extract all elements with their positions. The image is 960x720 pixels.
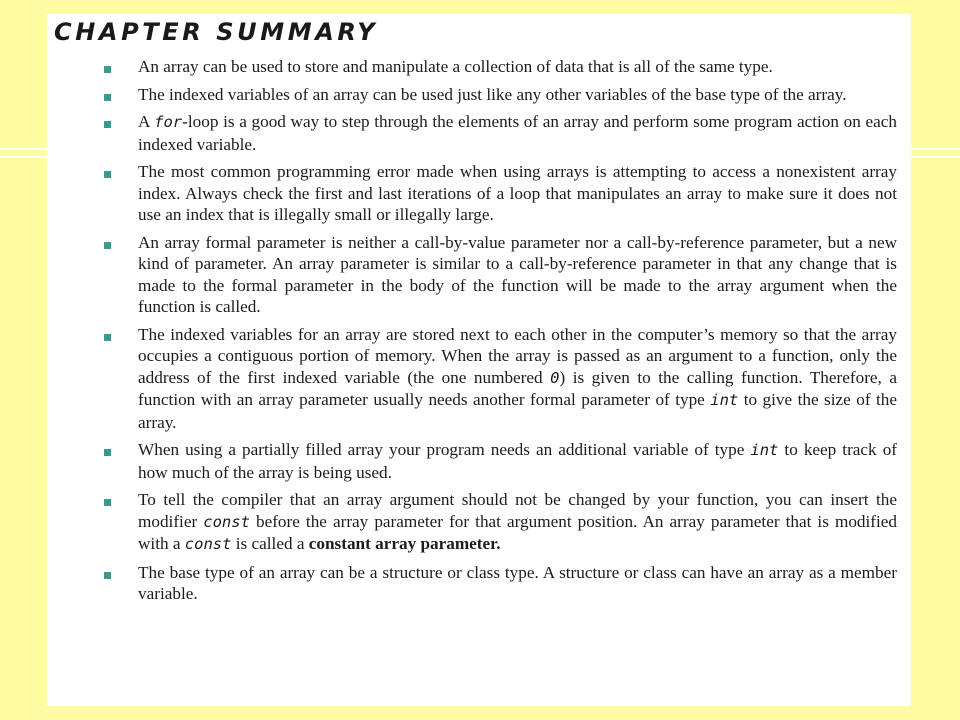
summary-item: [54, 562, 897, 605]
code-term: const: [184, 535, 232, 553]
summary-item-text: An array can be used to store and manipulate a collection of data that is all of the same type.: [138, 57, 773, 76]
summary-item-text: To tell the compiler that an array argument should not be changed by your function, you can insert the modifier const before the array parameter for that argument position. An array parameter that is modified with a const is called a constant array parameter.: [138, 490, 898, 553]
decorative-line-left-2: [0, 156, 47, 158]
code-term: int: [710, 391, 739, 409]
summary-item: [54, 232, 897, 318]
summary-item-text: The most common programming error made when using arrays is attempting to access a nonexistent array index. Always check the first and last iterations of a loop that manipulates an array to make sure it does not use an index that is illegally small or illegally large.: [138, 162, 897, 224]
summary-item-text: A for-loop is a good way to step through the elements of an array and perform some program action on each indexed variable.: [138, 112, 898, 154]
summary-item: [54, 161, 897, 226]
code-term: int: [750, 441, 779, 459]
summary-item: [54, 439, 897, 483]
code-term: 0: [550, 368, 560, 387]
decorative-line-right-1: [911, 148, 960, 150]
square-bullet-icon: [104, 449, 111, 456]
summary-item-text: The indexed variables for an array are stored next to each other in the computer’s memory so that the array occupies a contiguous portion of memory. When the array is passed as an argument to a function, only the address of the first indexed variable (the one numbered 0) is given to the calling function. Therefore, a function with an array parameter usually needs another formal parameter of type int to give the size of the array.: [138, 324, 897, 432]
square-bullet-icon: [104, 94, 111, 101]
summary-list: [54, 56, 897, 605]
key-term: constant array parameter.: [308, 534, 501, 553]
summary-item: [54, 324, 897, 434]
summary-item: [54, 84, 897, 106]
code-term: for: [154, 113, 183, 131]
chapter-summary-heading: CHAPTER SUMMARY: [54, 18, 379, 46]
summary-item: [54, 489, 897, 556]
summary-panel: [47, 14, 911, 706]
summary-item-text: The base type of an array can be a structure or class type. A structure or class can have an array as a member variable.: [138, 562, 897, 603]
summary-item-text: The indexed variables of an array can be used just like any other variables of the base type of the array.: [138, 84, 847, 104]
code-term: const: [203, 512, 250, 531]
decorative-line-right-2: [911, 156, 960, 158]
square-bullet-icon: [104, 242, 111, 249]
summary-item-text: An array formal parameter is neither a call-by-value parameter nor a call-by-reference parameter, but a new kind of parameter. An array parameter is similar to a call-by-reference parameter in that any change that is made to the formal parameter in the body of the function will be made to the array argument when the function is called.: [138, 232, 897, 316]
square-bullet-icon: [104, 499, 111, 506]
square-bullet-icon: [104, 121, 111, 128]
square-bullet-icon: [104, 334, 111, 341]
square-bullet-icon: [104, 572, 111, 579]
summary-item: [54, 111, 897, 155]
decorative-line-left-1: [0, 148, 47, 150]
square-bullet-icon: [104, 171, 111, 178]
square-bullet-icon: [104, 66, 111, 73]
summary-item: [54, 56, 897, 78]
summary-item-text: When using a partially filled array your program needs an additional variable of type int to keep track of how much of the array is being used.: [138, 440, 898, 482]
